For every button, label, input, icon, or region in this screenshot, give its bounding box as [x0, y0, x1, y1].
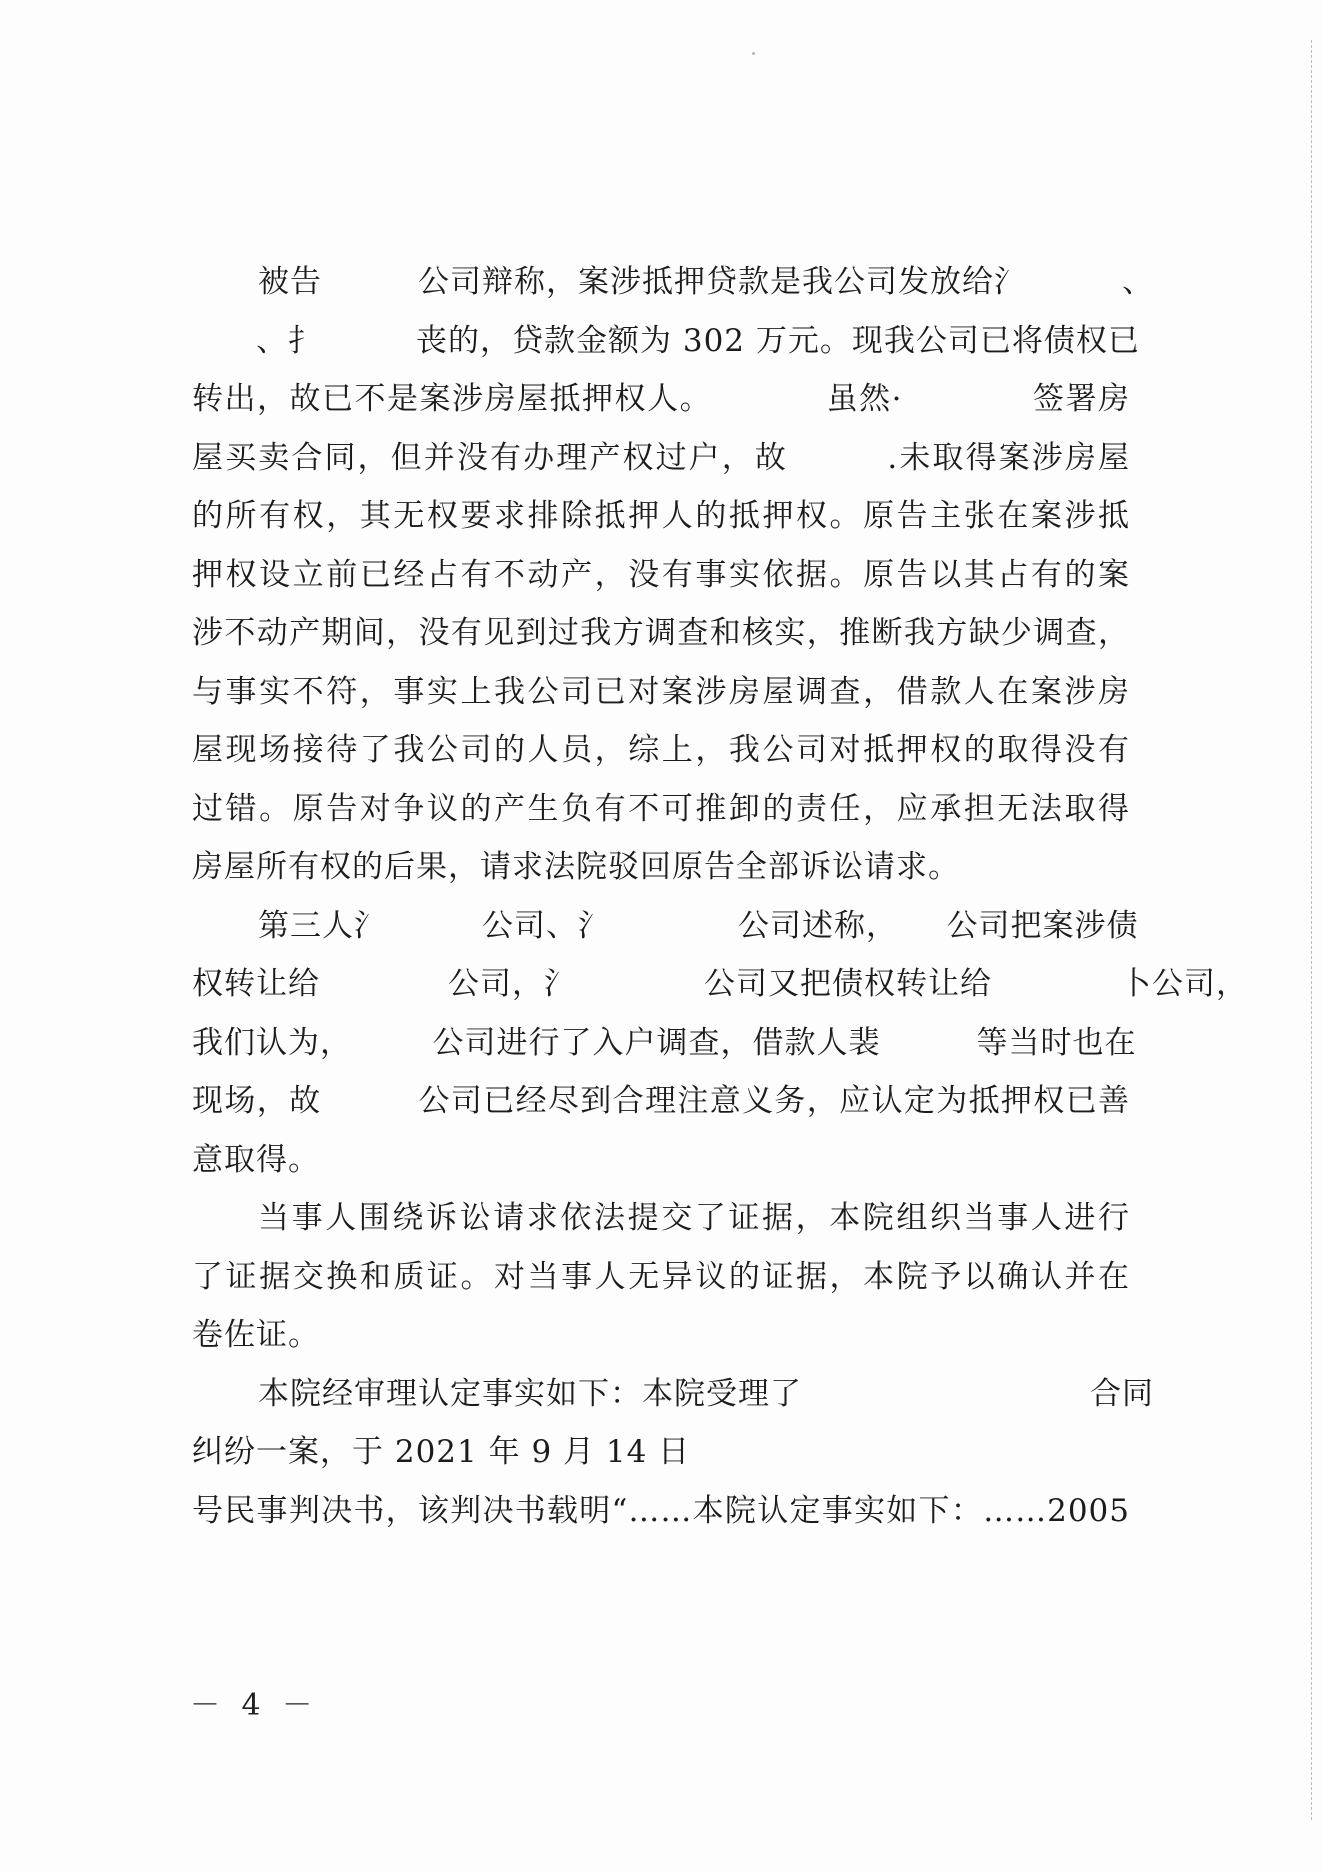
text-line: 过错。原告对争议的产生负有不可推卸的责任，应承担无法取得: [192, 790, 1130, 827]
text-line: 号民事判决书，该判决书载明“……本院认定事实如下：……2005: [192, 1492, 1130, 1529]
judgment-body-text: [192, 253, 1248, 1540]
text-line: 卷佐证。: [192, 1317, 320, 1353]
text-line: 当事人围绕诉讼请求依法提交了证据，本院组织当事人进行: [258, 1200, 1130, 1236]
text-line: 意取得。: [192, 1141, 320, 1178]
text-line: 的所有权，其无权要求排除抵押人的抵押权。原告主张在案涉抵: [192, 498, 1130, 534]
scan-edge-line: [1311, 40, 1312, 1820]
scan-speck: [752, 52, 755, 55]
text-line: 押权设立前已经占有不动产，没有事实依据。原告以其占有的案: [192, 556, 1130, 593]
text-line: 被告 公司辩称，案涉抵押贷款是我公司发放给氵 、: [258, 264, 1154, 300]
text-line: 本院经审理认定事实如下：本院受理了 合同: [258, 1375, 1154, 1412]
text-line: 与事实不符，事实上我公司已对案涉房屋调查，借款人在案涉房: [192, 673, 1130, 710]
text-line: 权转让给 公司，氵 公司又把债权转让给 卜公司，: [192, 966, 1248, 1002]
text-line: 屋买卖合同，但并没有办理产权过户，故 .未取得案涉房屋: [192, 439, 1130, 476]
text-line: 纠纷一案，于 2021 年 9 月 14 日: [192, 1434, 691, 1470]
text-line: 、扌 丧的，贷款金额为 302 万元。现我公司已将债权已: [192, 322, 1140, 359]
text-line: 房屋所有权的后果，请求法院驳回原告全部诉讼请求。: [192, 849, 960, 885]
text-line: 转出，故已不是案涉房屋抵押权人。 虽然· 签署房: [192, 381, 1130, 417]
page-number: － 4 －: [190, 1688, 319, 1723]
text-line: 了证据交换和质证。对当事人无异议的证据，本院予以确认并在: [192, 1258, 1130, 1295]
text-line: 我们认为， 公司进行了入户调查，借款人裴 等当时也在: [192, 1024, 1137, 1061]
text-line: 涉不动产期间，没有见到过我方调查和核实，推断我方缺少调查，: [192, 615, 1130, 651]
text-line: 现场，故 公司已经尽到合理注意义务，应认定为抵押权已善: [192, 1083, 1130, 1119]
text-line: 第三人氵 公司、氵 公司述称， 公司把案涉债: [258, 907, 1139, 944]
text-line: 屋现场接待了我公司的人员，综上，我公司对抵押权的取得没有: [192, 732, 1130, 768]
